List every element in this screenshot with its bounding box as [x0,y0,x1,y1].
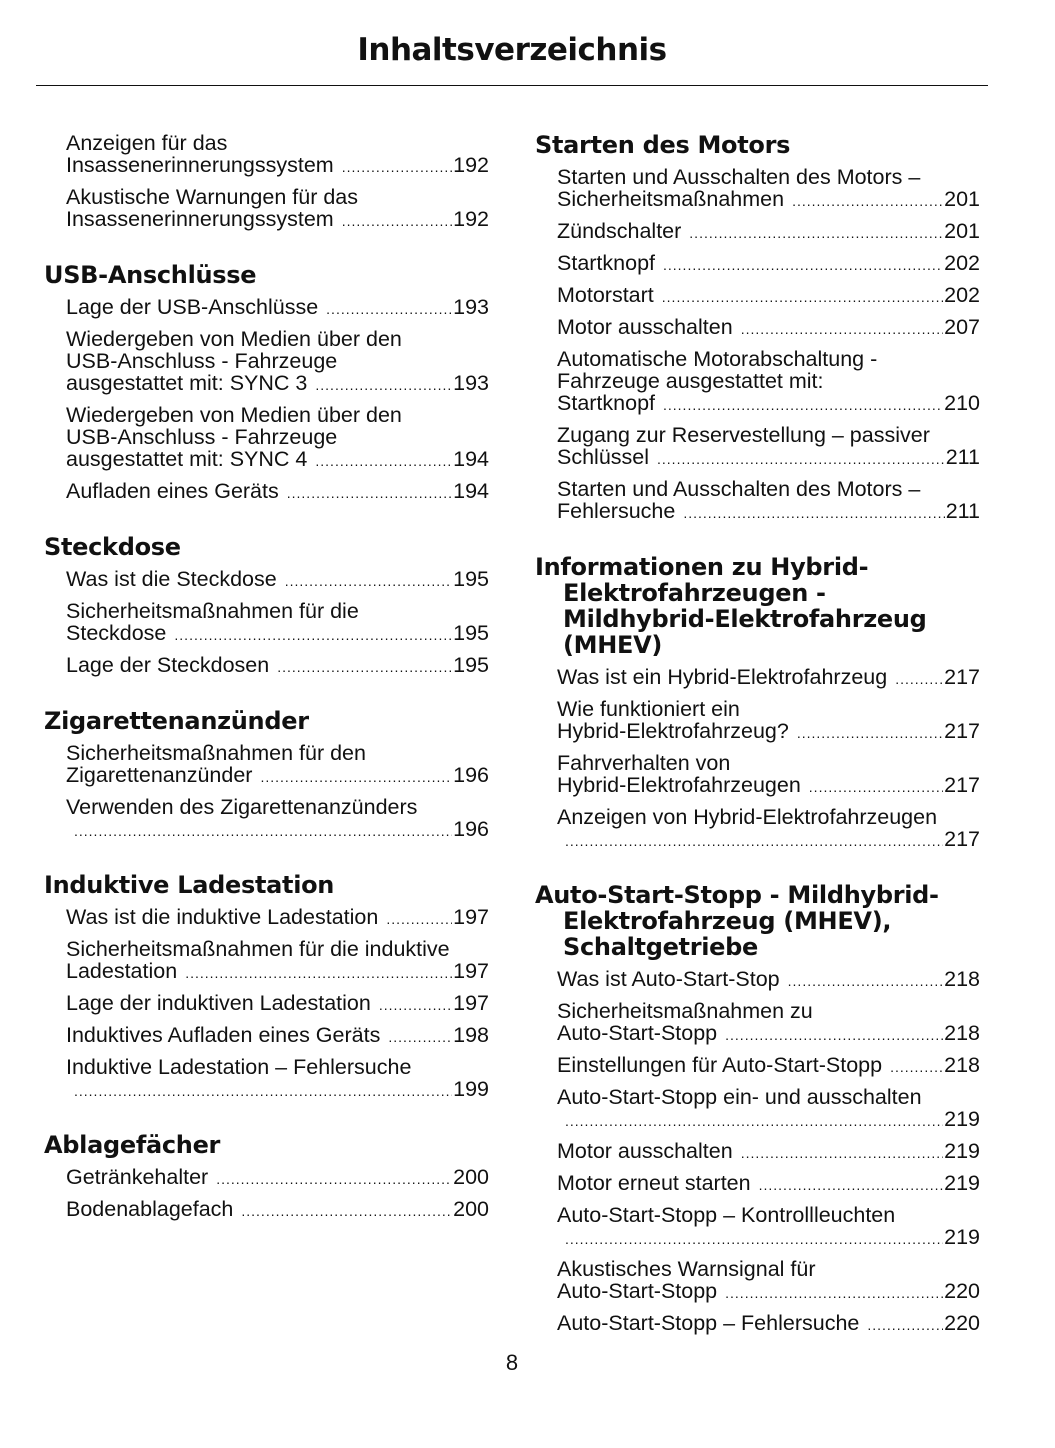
toc-entry-text: Auto-Start-Stopp – Kontrollleuchten [557,1203,896,1227]
toc-entry-text: Startknopf [557,251,655,275]
toc-entry-text: Auto-Start-Stopp – Fehlersuche [557,1311,860,1335]
toc-entry-text: ausgestattet mit: SYNC 3 [66,371,308,395]
section-gap [44,1110,489,1132]
toc-entry-text: Getränkehalter [66,1165,209,1189]
toc-entry-text: Lage der USB-Anschlüsse [66,295,319,319]
toc-page-number[interactable]: 197 [453,991,489,1015]
toc-entry-leader-line [66,992,489,1016]
section-heading-ablagefaecher: Ablagefächer [44,1131,221,1159]
toc-entry-leader-line [557,392,980,416]
toc-page-number[interactable]: 201 [944,187,980,211]
dot-leader [662,286,943,308]
toc-entry-leader-line [557,252,980,276]
toc-entry-text: Was ist ein Hybrid-Elektrofahrzeug [557,665,888,689]
toc-entry-leader-line [557,1022,980,1046]
toc-page-number[interactable]: 192 [453,207,489,231]
toc-entry-leader-line [557,968,980,992]
dot-leader [388,1026,452,1048]
toc-entry-text: Fahrzeuge ausgestattet mit: [557,369,824,393]
toc-page-number[interactable]: 217 [944,773,980,797]
toc-group-usb [44,296,489,504]
dot-leader [725,1282,943,1304]
toc-entry-text: Verwenden des Zigarettenanzünders [66,795,418,819]
toc-entry[interactable] [535,1312,980,1336]
dot-leader [326,298,452,320]
toc-entry-leader-line [557,828,980,852]
toc-entry-leader-line [557,1140,980,1164]
toc-entry-text: Schlüssel [557,445,650,469]
toc-page-number[interactable]: 219 [944,1139,980,1163]
toc-entry[interactable] [44,1056,489,1102]
toc-entry-text: Lage der Steckdosen [66,653,270,677]
section-gap [535,532,980,554]
toc-entry-leader-line [557,1172,980,1196]
toc-entry-text: Wie funktioniert ein [557,697,740,721]
toc-page-number[interactable]: 219 [944,1107,980,1131]
toc-entry-text: Was ist die induktive Ladestation [66,905,379,929]
dot-leader [379,994,452,1016]
toc-entry[interactable] [44,328,489,396]
toc-entry-leader-line [66,480,489,504]
section-heading-induktive-ladestation: Induktive Ladestation [44,871,335,899]
toc-page-number[interactable]: 193 [453,295,489,319]
toc-page-number[interactable]: 220 [944,1311,980,1335]
toc-entry[interactable] [44,186,489,232]
dot-leader [386,908,452,930]
toc-entry[interactable] [44,906,489,930]
section-heading-auto-start-stopp: Auto-Start-Stopp - Mildhybrid-Elektrofahrzeug (MHEV), Schaltgetriebe [535,881,939,961]
toc-entry-leader-line [66,448,489,472]
toc-entry-text: ausgestattet mit: SYNC 4 [66,447,308,471]
toc-column-left [44,132,489,1230]
toc-entry[interactable] [44,132,489,178]
section-gap [44,240,489,262]
dot-leader [689,222,943,244]
dot-leader [285,570,452,592]
toc-entry[interactable] [44,480,489,504]
dot-leader [797,722,943,744]
toc-page-number[interactable]: 220 [944,1279,980,1303]
toc-group-induktive-ladestation [44,906,489,1102]
toc-page-number[interactable]: 218 [944,1053,980,1077]
toc-entry-text: Insassenerinnerungssystem [66,153,334,177]
toc-page-number[interactable]: 217 [944,827,980,851]
toc-entry-leader-line [557,220,980,244]
section-gap [44,850,489,872]
toc-page-number[interactable]: 201 [944,219,980,243]
toc-entry-text: Steckdose [66,621,167,645]
dot-leader [174,624,452,646]
dot-leader [657,448,945,470]
toc-entry[interactable] [44,938,489,984]
toc-entry-leader-line [66,818,489,842]
toc-entry[interactable] [535,316,980,340]
toc-page-number[interactable]: 198 [453,1023,489,1047]
toc-entry-leader-line [557,666,980,690]
dot-leader [315,374,452,396]
toc-group-steckdose [44,568,489,678]
toc-entry[interactable] [44,992,489,1016]
toc-entry[interactable] [44,1166,489,1190]
toc-entry-text: Aufladen eines Geräts [66,479,279,503]
toc-entry-text: Ladestation [66,959,178,983]
toc-entry-leader-line [66,372,489,396]
toc-entry-leader-line [66,1166,489,1190]
toc-entry-leader-line [557,316,980,340]
toc-page-number[interactable]: 195 [453,621,489,645]
dot-leader [788,970,943,992]
dot-leader [809,776,943,798]
toc-entry-text: USB-Anschluss - Fahrzeuge [66,349,338,373]
toc-entry-leader-line [557,1280,980,1304]
toc-page-number[interactable]: 211 [945,445,980,469]
toc-entry-text: Wiedergeben von Medien über den [66,327,402,351]
toc-entry-text: Was ist Auto-Start-Stop [557,967,780,991]
toc-entry-leader-line [557,284,980,308]
dot-leader [287,482,452,504]
toc-entry[interactable] [535,1054,980,1078]
toc-entry[interactable] [535,1140,980,1164]
toc-page-number[interactable]: 200 [453,1165,489,1189]
toc-entry[interactable] [44,1198,489,1222]
dot-leader [565,830,943,852]
toc-entry-text: Auto-Start-Stopp ein- und ausschalten [557,1085,922,1109]
toc-group-zigarettenanzuender [44,742,489,842]
toc-group-auto-start-stopp [535,968,980,1336]
toc-group-hybrid [535,666,980,852]
dot-leader [74,820,452,842]
toc-page-number[interactable]: 217 [944,665,980,689]
toc-entry-leader-line [66,764,489,788]
toc-entry-text: Bodenablagefach [66,1197,234,1221]
toc-entry-text: Starten und Ausschalten des Motors – [557,477,921,501]
toc-page-number[interactable]: 200 [453,1197,489,1221]
toc-entry[interactable] [535,1000,980,1046]
toc-entry-leader-line [66,654,489,678]
toc-entry-text: Induktive Ladestation – Fehlersuche [66,1055,412,1079]
toc-page-number[interactable]: 202 [944,251,980,275]
toc-entry[interactable] [535,698,980,744]
toc-entry-leader-line [557,188,980,212]
toc-entry-text: Insassenerinnerungssystem [66,207,334,231]
toc-page-number[interactable]: 197 [453,959,489,983]
toc-entry[interactable] [44,1024,489,1048]
dot-leader [342,156,452,178]
section-heading-zigarettenanzuender: Zigarettenanzünder [44,707,309,735]
toc-entry-leader-line [557,1054,980,1078]
toc-entry-leader-line [557,446,980,470]
toc-page-number[interactable]: 196 [453,817,489,841]
toc-entry-leader-line [66,208,489,232]
toc-group-intro [44,132,489,232]
toc-entry[interactable] [535,478,980,524]
toc-entry[interactable] [535,284,980,308]
toc-entry-text: Starten und Ausschalten des Motors – [557,165,921,189]
toc-entry[interactable] [535,1086,980,1132]
toc-entry[interactable] [535,348,980,416]
dot-leader [890,1056,943,1078]
toc-entry-leader-line [66,296,489,320]
section-heading-hybrid: Informationen zu Hybrid-Elektrofahrzeugen - Mildhybrid-Elektrofahrzeug (MHEV) [535,553,927,659]
section-heading-usb: USB-Anschlüsse [44,261,257,289]
toc-entry[interactable] [535,166,980,212]
toc-entry[interactable] [535,806,980,852]
toc-entry-text: Zugang zur Reservestellung – passiver [557,423,930,447]
page-number: 8 [505,1350,519,1375]
toc-page-number[interactable]: 219 [944,1225,980,1249]
toc-entry-text: Sicherheitsmaßnahmen für die induktive [66,937,450,961]
toc-entry-text: Startknopf [557,391,655,415]
toc-group-ablagefaecher [44,1166,489,1222]
toc-entry-text: Automatische Motorabschaltung - [557,347,878,371]
toc-entry[interactable] [535,1258,980,1304]
toc-entry[interactable] [44,568,489,592]
toc-entry[interactable] [44,600,489,646]
toc-entry-leader-line [557,1226,980,1250]
toc-page-number[interactable]: 217 [944,719,980,743]
toc-entry-text: Hybrid-Elektrofahrzeugen [557,773,801,797]
toc-entry-leader-line [66,906,489,930]
toc-entry-text: Induktives Aufladen eines Geräts [66,1023,381,1047]
dot-leader [565,1228,943,1250]
dot-leader [895,668,943,690]
dot-leader [741,318,943,340]
dot-leader [759,1174,944,1196]
toc-entry-text: Zigarettenanzünder [66,763,253,787]
toc-page-number[interactable]: 194 [453,479,489,503]
dot-leader [741,1142,943,1164]
dot-leader [565,1110,943,1132]
toc-entry-text: USB-Anschluss - Fahrzeuge [66,425,338,449]
toc-entry[interactable] [535,1172,980,1196]
toc-entry-text: Einstellungen für Auto-Start-Stopp [557,1053,883,1077]
toc-column-right [535,132,980,1344]
toc-page-number[interactable]: 197 [453,905,489,929]
dot-leader [683,502,944,524]
dot-leader [867,1314,943,1336]
toc-entry[interactable] [535,1204,980,1250]
dot-leader [315,450,452,472]
toc-page-number[interactable]: 195 [453,653,489,677]
toc-page-number[interactable]: 195 [453,567,489,591]
toc-entry-text: Fehlersuche [557,499,676,523]
toc-entry-leader-line [66,568,489,592]
toc-entry-text: Sicherheitsmaßnahmen für die [66,599,359,623]
toc-entry-text: Motor ausschalten [557,315,733,339]
dot-leader [663,394,943,416]
toc-page-number[interactable]: 218 [944,1021,980,1045]
dot-leader [725,1024,943,1046]
toc-entry-leader-line [66,1024,489,1048]
toc-entry-text: Auto-Start-Stopp [557,1021,718,1045]
toc-entry-text: Auto-Start-Stopp [557,1279,718,1303]
toc-page-number[interactable]: 211 [945,499,980,523]
toc-entry[interactable] [44,796,489,842]
toc-entry[interactable] [44,296,489,320]
toc-entry-leader-line [557,1312,980,1336]
toc-entry[interactable] [535,252,980,276]
toc-entry-leader-line [66,154,489,178]
toc-entry[interactable] [535,666,980,690]
toc-page-number[interactable]: 210 [944,391,980,415]
toc-entry-text: Akustisches Warnsignal für [557,1257,816,1281]
toc-entry-leader-line [66,960,489,984]
toc-entry-text: Sicherheitsmaßnahmen [557,187,785,211]
toc-entry-leader-line [66,1078,489,1102]
title-divider [36,85,988,86]
toc-page-number[interactable]: 202 [944,283,980,307]
toc-entry-text: Lage der induktiven Ladestation [66,991,371,1015]
toc-entry-leader-line [557,500,980,524]
toc-entry-text: Sicherheitsmaßnahmen für den [66,741,366,765]
toc-entry[interactable] [535,752,980,798]
toc-entry-text: Zündschalter [557,219,682,243]
toc-page-number[interactable]: 207 [944,315,980,339]
dot-leader [241,1200,452,1222]
section-gap [44,512,489,534]
dot-leader [342,210,452,232]
section-heading-steckdose: Steckdose [44,533,181,561]
toc-entry[interactable] [44,654,489,678]
toc-entry-leader-line [66,622,489,646]
dot-leader [792,190,943,212]
section-gap [44,686,489,708]
toc-entry-text: Fahrverhalten von [557,751,731,775]
toc-page-number[interactable]: 219 [944,1171,980,1195]
toc-entry-text: Sicherheitsmaßnahmen zu [557,999,813,1023]
toc-entry-text: Anzeigen für das [66,131,228,155]
toc-entry-leader-line [66,1198,489,1222]
toc-entry-text: Motor erneut starten [557,1171,751,1195]
toc-page-number[interactable]: 194 [453,447,489,471]
dot-leader [260,766,452,788]
dot-leader [185,962,452,984]
toc-entry[interactable] [44,404,489,472]
dot-leader [277,656,452,678]
toc-page-number[interactable]: 196 [453,763,489,787]
toc-group-starten-des-motors [535,166,980,524]
toc-page-number[interactable]: 192 [453,153,489,177]
toc-entry-text: Akustische Warnungen für das [66,185,358,209]
toc-page-number[interactable]: 193 [453,371,489,395]
toc-entry[interactable] [535,968,980,992]
toc-entry[interactable] [44,742,489,788]
dot-leader [216,1168,452,1190]
toc-entry-leader-line [557,720,980,744]
section-gap [535,860,980,882]
page-title: Inhaltsverzeichnis [357,32,667,68]
dot-leader [74,1080,452,1102]
toc-entry-text: Motor ausschalten [557,1139,733,1163]
toc-entry-text: Motorstart [557,283,654,307]
toc-entry-leader-line [557,1108,980,1132]
toc-entry-leader-line [557,774,980,798]
toc-entry-text: Hybrid-Elektrofahrzeug? [557,719,789,743]
toc-entry-text: Wiedergeben von Medien über den [66,403,402,427]
toc-page-number[interactable]: 199 [453,1077,489,1101]
toc-entry-text: Anzeigen von Hybrid-Elektrofahrzeugen [557,805,938,829]
toc-entry[interactable] [535,424,980,470]
section-heading-starten-des-motors: Starten des Motors [535,131,791,159]
dot-leader [663,254,943,276]
toc-page-number[interactable]: 218 [944,967,980,991]
toc-entry[interactable] [535,220,980,244]
toc-entry-text: Was ist die Steckdose [66,567,277,591]
